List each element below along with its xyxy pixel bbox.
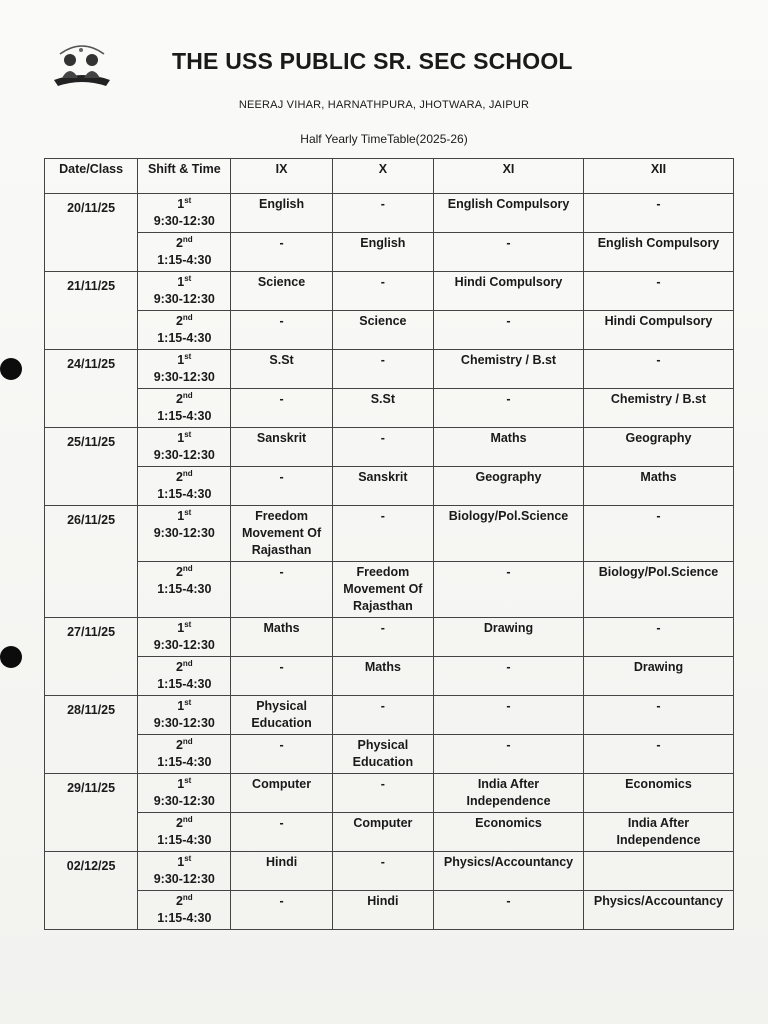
subject-cell-xi: Geography bbox=[434, 467, 584, 506]
shift-time: 1:15-4:30 bbox=[157, 487, 212, 501]
shift-time-cell bbox=[138, 813, 231, 852]
exam-date: 24/11/25 bbox=[45, 350, 138, 428]
subject-cell-x: - bbox=[332, 618, 433, 657]
shift-number bbox=[142, 698, 226, 715]
timetable bbox=[44, 158, 734, 930]
subject-cell-ix: - bbox=[231, 233, 332, 272]
timetable-subtitle: Half Yearly TimeTable(2025-26) bbox=[300, 132, 468, 146]
subject-cell-xii: Geography bbox=[583, 428, 733, 467]
subject-cell-xii bbox=[583, 852, 733, 891]
table-row bbox=[45, 311, 734, 350]
subject-cell-ix: English bbox=[231, 194, 332, 233]
shift-ordinal: 1 bbox=[177, 855, 185, 869]
shift-ordinal: 1 bbox=[177, 777, 185, 791]
subject-cell-x: Maths bbox=[332, 657, 433, 696]
shift-ordinal: 2 bbox=[175, 470, 183, 484]
shift-ordinal-suffix: nd bbox=[182, 658, 193, 668]
subject-cell-xii: - bbox=[583, 506, 733, 562]
subject-cell-x: Computer bbox=[332, 813, 433, 852]
table-row bbox=[45, 562, 734, 618]
shift-time-cell bbox=[138, 657, 231, 696]
shift-number bbox=[142, 235, 226, 252]
shift-time-cell bbox=[138, 233, 231, 272]
shift-ordinal: 1 bbox=[177, 621, 185, 635]
shift-number bbox=[142, 659, 226, 676]
subject-cell-xii: - bbox=[583, 696, 733, 735]
shift-time-cell bbox=[138, 618, 231, 657]
school-logo bbox=[48, 40, 116, 92]
subject-cell-xii: Biology/Pol.Science bbox=[583, 562, 733, 618]
shift-ordinal: 1 bbox=[177, 275, 185, 289]
subject-cell-xi: - bbox=[434, 696, 584, 735]
shift-number bbox=[142, 564, 226, 581]
subject-cell-ix: Maths bbox=[231, 618, 332, 657]
shift-time-cell bbox=[138, 506, 231, 562]
subject-cell-x: Science bbox=[332, 311, 433, 350]
table-row bbox=[45, 194, 734, 233]
shift-time: 9:30-12:30 bbox=[153, 448, 215, 462]
subject-cell-xi: - bbox=[434, 311, 584, 350]
subject-cell-xi: Economics bbox=[434, 813, 584, 852]
shift-time: 9:30-12:30 bbox=[153, 214, 215, 228]
subject-cell-xi: - bbox=[434, 891, 584, 930]
shift-ordinal: 2 bbox=[175, 816, 183, 830]
subject-cell-x: - bbox=[332, 774, 433, 813]
subject-cell-ix: S.St bbox=[231, 350, 332, 389]
shift-time: 1:15-4:30 bbox=[157, 911, 212, 925]
subject-cell-xi: Biology/Pol.Science bbox=[434, 506, 584, 562]
shift-ordinal: 2 bbox=[175, 565, 183, 579]
table-row bbox=[45, 813, 734, 852]
timetable-body bbox=[45, 194, 734, 930]
shift-number bbox=[142, 737, 226, 754]
punch-hole bbox=[0, 646, 22, 668]
subject-cell-xi: Maths bbox=[434, 428, 584, 467]
exam-date: 28/11/25 bbox=[45, 696, 138, 774]
shift-ordinal-suffix: st bbox=[184, 195, 192, 205]
subject-cell-x: - bbox=[332, 350, 433, 389]
shift-ordinal-suffix: st bbox=[184, 697, 192, 707]
shift-time-cell bbox=[138, 272, 231, 311]
table-row bbox=[45, 233, 734, 272]
shift-ordinal: 2 bbox=[175, 894, 183, 908]
subject-cell-x: - bbox=[332, 428, 433, 467]
subject-cell-x: Physical Education bbox=[332, 735, 433, 774]
exam-date: 26/11/25 bbox=[45, 506, 138, 618]
table-row bbox=[45, 891, 734, 930]
subject-cell-ix: Hindi bbox=[231, 852, 332, 891]
shift-time-cell bbox=[138, 774, 231, 813]
shift-time: 1:15-4:30 bbox=[157, 833, 212, 847]
subject-cell-xii: - bbox=[583, 194, 733, 233]
shift-ordinal-suffix: st bbox=[184, 429, 192, 439]
shift-time: 1:15-4:30 bbox=[157, 253, 212, 267]
table-row bbox=[45, 735, 734, 774]
shift-ordinal-suffix: nd bbox=[182, 312, 193, 322]
shift-ordinal: 1 bbox=[177, 197, 185, 211]
subject-cell-x: - bbox=[332, 696, 433, 735]
subject-cell-ix: Science bbox=[231, 272, 332, 311]
school-address: NEERAJ VIHAR, HARNATHPURA, JHOTWARA, JAIPUR bbox=[238, 99, 530, 111]
exam-date: 21/11/25 bbox=[45, 272, 138, 350]
column-header: XI bbox=[434, 159, 584, 194]
table-row bbox=[45, 467, 734, 506]
shift-ordinal: 1 bbox=[177, 353, 185, 367]
table-row bbox=[45, 350, 734, 389]
subject-cell-ix: - bbox=[231, 467, 332, 506]
shift-ordinal: 2 bbox=[175, 392, 183, 406]
shift-time-cell bbox=[138, 735, 231, 774]
shift-number bbox=[142, 274, 226, 291]
subject-cell-ix: - bbox=[231, 813, 332, 852]
shift-time-cell bbox=[138, 696, 231, 735]
subject-cell-xi: India After Independence bbox=[434, 774, 584, 813]
shift-number bbox=[142, 815, 226, 832]
shift-number bbox=[142, 352, 226, 369]
shift-ordinal-suffix: st bbox=[184, 775, 192, 785]
shift-time-cell bbox=[138, 562, 231, 618]
shift-number bbox=[142, 776, 226, 793]
table-row bbox=[45, 657, 734, 696]
shift-ordinal-suffix: nd bbox=[182, 390, 193, 400]
column-header: Shift & Time bbox=[138, 159, 231, 194]
exam-date: 20/11/25 bbox=[45, 194, 138, 272]
subject-cell-xi: - bbox=[434, 562, 584, 618]
subject-cell-xii: - bbox=[583, 618, 733, 657]
subject-cell-xii: - bbox=[583, 735, 733, 774]
subject-cell-xii: Physics/Accountancy bbox=[583, 891, 733, 930]
shift-ordinal-suffix: nd bbox=[182, 736, 193, 746]
shift-ordinal: 1 bbox=[177, 431, 185, 445]
shift-time-cell bbox=[138, 194, 231, 233]
subject-cell-x: - bbox=[332, 272, 433, 311]
shift-ordinal-suffix: st bbox=[184, 507, 192, 517]
subject-cell-ix: Computer bbox=[231, 774, 332, 813]
shift-number bbox=[142, 196, 226, 213]
shift-number bbox=[142, 430, 226, 447]
shift-ordinal: 1 bbox=[177, 509, 185, 523]
subject-cell-x: Hindi bbox=[332, 891, 433, 930]
column-header: X bbox=[332, 159, 433, 194]
exam-date: 27/11/25 bbox=[45, 618, 138, 696]
subject-cell-xii: Maths bbox=[583, 467, 733, 506]
table-row bbox=[45, 696, 734, 735]
subject-cell-ix: - bbox=[231, 562, 332, 618]
shift-number bbox=[142, 391, 226, 408]
shift-time-cell bbox=[138, 311, 231, 350]
shift-time-cell bbox=[138, 852, 231, 891]
subject-cell-x: Sanskrit bbox=[332, 467, 433, 506]
shift-time: 9:30-12:30 bbox=[153, 638, 215, 652]
shift-time: 9:30-12:30 bbox=[153, 794, 215, 808]
subject-cell-xii: India After Independence bbox=[583, 813, 733, 852]
subject-cell-x: Freedom Movement Of Rajasthan bbox=[332, 562, 433, 618]
header-row bbox=[45, 159, 734, 194]
shift-time-cell bbox=[138, 467, 231, 506]
subject-cell-x: English bbox=[332, 233, 433, 272]
punch-hole bbox=[0, 358, 22, 380]
shift-ordinal: 2 bbox=[175, 236, 183, 250]
shift-time-cell bbox=[138, 891, 231, 930]
shift-time: 9:30-12:30 bbox=[153, 370, 215, 384]
shift-number bbox=[142, 508, 226, 525]
subject-cell-x: S.St bbox=[332, 389, 433, 428]
subject-cell-xii: Drawing bbox=[583, 657, 733, 696]
shift-ordinal-suffix: nd bbox=[182, 468, 193, 478]
shift-time: 9:30-12:30 bbox=[153, 872, 215, 886]
school-name: THE USS PUBLIC SR. SEC SCHOOL bbox=[172, 48, 573, 74]
shift-time: 1:15-4:30 bbox=[157, 409, 212, 423]
subject-cell-ix: - bbox=[231, 311, 332, 350]
subject-cell-ix: Sanskrit bbox=[231, 428, 332, 467]
shift-number bbox=[142, 893, 226, 910]
shift-time: 1:15-4:30 bbox=[157, 582, 212, 596]
subject-cell-ix: - bbox=[231, 389, 332, 428]
shift-time-cell bbox=[138, 389, 231, 428]
subject-cell-xi: Drawing bbox=[434, 618, 584, 657]
table-row bbox=[45, 389, 734, 428]
subject-cell-x: - bbox=[332, 506, 433, 562]
shift-ordinal-suffix: nd bbox=[182, 234, 193, 244]
shift-ordinal-suffix: st bbox=[184, 619, 192, 629]
shift-time: 1:15-4:30 bbox=[157, 331, 212, 345]
shift-time: 9:30-12:30 bbox=[153, 716, 215, 730]
subject-cell-xi: - bbox=[434, 233, 584, 272]
shift-time: 1:15-4:30 bbox=[157, 677, 212, 691]
subject-cell-ix: - bbox=[231, 891, 332, 930]
shift-number bbox=[142, 854, 226, 871]
subject-cell-ix: - bbox=[231, 657, 332, 696]
shift-ordinal-suffix: st bbox=[184, 853, 192, 863]
table-row bbox=[45, 774, 734, 813]
subject-cell-x: - bbox=[332, 852, 433, 891]
subject-cell-xii: Chemistry / B.st bbox=[583, 389, 733, 428]
subject-cell-xii: - bbox=[583, 350, 733, 389]
exam-date: 02/12/25 bbox=[45, 852, 138, 930]
shift-ordinal-suffix: st bbox=[184, 351, 192, 361]
table-row bbox=[45, 428, 734, 467]
subject-cell-xi: - bbox=[434, 735, 584, 774]
shift-time: 9:30-12:30 bbox=[153, 292, 215, 306]
subject-cell-xi: Physics/Accountancy bbox=[434, 852, 584, 891]
shift-ordinal: 1 bbox=[177, 699, 185, 713]
shift-time: 9:30-12:30 bbox=[153, 526, 215, 540]
shift-time-cell bbox=[138, 428, 231, 467]
subject-cell-xi: - bbox=[434, 389, 584, 428]
subject-cell-xii: Hindi Compulsory bbox=[583, 311, 733, 350]
column-header: Date/Class bbox=[45, 159, 138, 194]
subject-cell-ix: Freedom Movement Of Rajasthan bbox=[231, 506, 332, 562]
subject-cell-xi: Chemistry / B.st bbox=[434, 350, 584, 389]
exam-date: 29/11/25 bbox=[45, 774, 138, 852]
subject-cell-x: - bbox=[332, 194, 433, 233]
subject-cell-ix: - bbox=[231, 735, 332, 774]
subject-cell-xi: - bbox=[434, 657, 584, 696]
subject-cell-xi: English Compulsory bbox=[434, 194, 584, 233]
column-header: XII bbox=[583, 159, 733, 194]
subject-cell-xii: Economics bbox=[583, 774, 733, 813]
shift-ordinal-suffix: nd bbox=[182, 814, 193, 824]
exam-date: 25/11/25 bbox=[45, 428, 138, 506]
table-row bbox=[45, 506, 734, 562]
shift-ordinal: 2 bbox=[175, 314, 183, 328]
table-row bbox=[45, 272, 734, 311]
subject-cell-xii: English Compulsory bbox=[583, 233, 733, 272]
shift-ordinal-suffix: st bbox=[184, 273, 192, 283]
column-header: IX bbox=[231, 159, 332, 194]
shift-time: 1:15-4:30 bbox=[157, 755, 212, 769]
subject-cell-ix: Physical Education bbox=[231, 696, 332, 735]
subject-cell-xii: - bbox=[583, 272, 733, 311]
shift-ordinal-suffix: nd bbox=[182, 563, 193, 573]
shift-number bbox=[142, 620, 226, 637]
subject-cell-xi: Hindi Compulsory bbox=[434, 272, 584, 311]
shift-ordinal: 2 bbox=[175, 738, 183, 752]
shift-ordinal-suffix: nd bbox=[182, 892, 193, 902]
shift-ordinal: 2 bbox=[175, 660, 183, 674]
table-row bbox=[45, 852, 734, 891]
shift-time-cell bbox=[138, 350, 231, 389]
shift-number bbox=[142, 469, 226, 486]
table-row bbox=[45, 618, 734, 657]
shift-number bbox=[142, 313, 226, 330]
